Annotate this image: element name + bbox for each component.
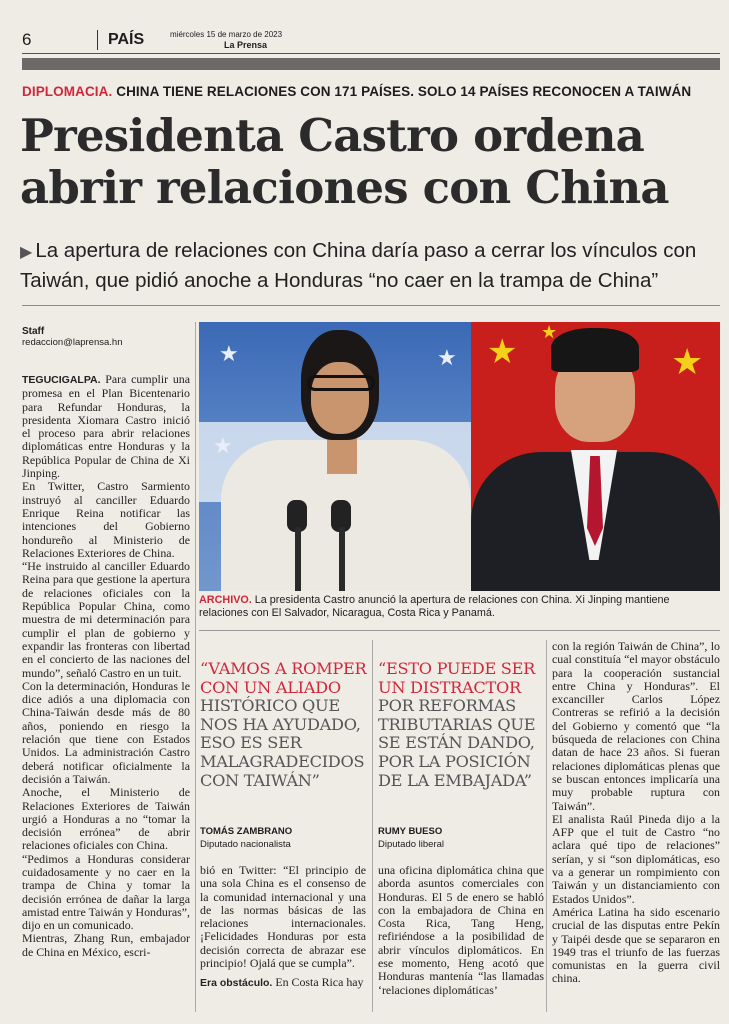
paragraph: En Twitter, Castro Sarmiento instruyó al canciller Eduardo Enrique Reina notificar las intenciones del Gobierno hondureño al Ministerio de Relaciones Exteriores de China.: [22, 479, 190, 560]
paragraph: [200, 976, 366, 990]
deck: [20, 237, 720, 295]
column-divider: [372, 640, 373, 1012]
quote-author-role: Diputado nacionalista: [200, 839, 291, 850]
publication-name: La Prensa: [224, 40, 268, 50]
paragraph: Anoche, el Ministerio de Relaciones Exteriores de Taiwán urgió a Honduras a no “tomar la decisión errónea” de abrir relaciones oficiales con China.: [22, 785, 190, 853]
header-bar: [22, 58, 720, 70]
quote-author-role: Diputado liberal: [378, 839, 445, 850]
section-name: PAÍS: [108, 31, 145, 48]
body-column-left: [22, 373, 190, 959]
china-flag-background: [471, 322, 720, 591]
page-header: [22, 28, 720, 54]
honduras-flag-background: [199, 322, 471, 591]
caption-text: La presidenta Castro anunció la apertura de relaciones con China. Xi Jinping mantiene relaciones con El Salvador, Nicaragua, Costa Rica y Panamá.: [199, 594, 670, 620]
column-divider: [195, 322, 196, 1012]
kicker: [22, 84, 691, 99]
castro-face: [311, 362, 369, 434]
divider: [199, 630, 720, 631]
news-photo: [199, 322, 720, 591]
paragraph-text: Para cumplir una promesa en el Plan Bicentenario para Refundar Honduras, la presidenta Xiomara Castro inició el proceso para abrir relaciones diplomáticas entre Honduras y la República Popular de China de Xi Jinping.: [22, 372, 190, 481]
mic-stand: [339, 527, 345, 591]
page-number: 6: [22, 30, 32, 49]
paragraph: bió en Twitter: “El principio de una sola China es el consenso de la comunidad internacional y una de las normas básicas de las relaciones internacionales. ¡Felicidades Honduras por esta decisión correcta de abrazar ese principio! Ojalá que se cumpla”.: [200, 863, 366, 971]
kicker-label: DIPLOMACIA.: [22, 84, 113, 99]
byline-name: Staff: [22, 326, 45, 337]
headline-line-1: Presidenta Castro ordena: [20, 109, 645, 162]
body-column-mid-2: [378, 864, 544, 997]
triangle-bullet-icon: ▶: [20, 244, 33, 261]
body-column-right: [552, 640, 720, 986]
paragraph: una oficina diplomática china que aborda asuntos comerciales con Honduras. El 5 de enero se habló con la embajadora de China en Costa Rica, Tang Heng, refiriéndose a la posibilidad de abrir vínculos diplomáticos. En ese momento, Heng acotó que Honduras mantenía “las llamadas ‘relaciones diplomáticas’: [378, 863, 544, 997]
byline: [22, 326, 122, 348]
star-icon: ★: [671, 342, 704, 383]
issue-date: miércoles 15 de marzo de 2023: [170, 30, 283, 39]
paragraph: El analista Raúl Pineda dijo a la AFP que el tuit de Castro “no aclara qué tipo de relaciones” serían, y si “son diplomáticas, eso va a generar un rompimiento con Taiwán y un distanciamiento con Estados Unidos”.: [552, 811, 720, 906]
deck-text: La apertura de relaciones con China daría paso a cerrar los vínculos con Taiwán, que pidió anoche a Honduras “no caer en la trampa de China”: [20, 239, 697, 292]
photo-caption: [199, 594, 721, 620]
quote-author: RUMY BUESO: [378, 826, 443, 837]
pull-quote-1: [200, 660, 370, 790]
paragraph: “Pedimos a Honduras considerar cuidadosamente y no caer en la trampa de China y tomar la decisión errónea de dañar la larga amistad entre Taiwán y Honduras”, dijo en un comunicado.: [22, 851, 190, 933]
star-icon: ★: [437, 346, 457, 371]
paragraph: [22, 373, 190, 480]
headline: [20, 110, 720, 214]
star-icon: ★: [213, 434, 233, 459]
paragraph: América Latina ha sido escenario crucial de las disputas entre Pekín y Taipéi desde que se separaron en 1949 tras el triunfo de las fuerzas comunistas en la guerra civil china.: [552, 904, 720, 986]
star-icon: ★: [541, 322, 558, 343]
subhead: Era obstáculo.: [200, 977, 273, 990]
quote-highlight: “VAMOS A ROMPER CON UN ALIADO: [200, 659, 367, 697]
dateline: TEGUCIGALPA.: [22, 374, 101, 386]
glasses: [307, 375, 375, 391]
header-divider: [97, 30, 98, 50]
paragraph: con la región Taiwán de China”, lo cual constituía “el mayor obstáculo para la cooperación sustancial entre China y Honduras”. El excanciller Carlos López Contreras se refirió a la decisión del Gobierno y comentó que “la búsqueda de relaciones con China datan de hace 23 años. Si fueran relaciones diplomáticas plenas que se buscan entonces implicaría una muy probable ruptura con Taiwán”.: [552, 639, 720, 813]
divider: [22, 305, 720, 306]
body-column-mid-1: [200, 864, 366, 991]
castro-neck: [327, 434, 357, 474]
column-divider: [546, 640, 547, 1012]
quote-highlight: “ESTO PUEDE SER UN DISTRACTOR: [378, 659, 535, 697]
quote-text: POR REFORMAS TRIBUTARIAS QUE SE ESTÁN DANDO, POR LA POSICIÓN DE LA EMBAJADA”: [378, 696, 536, 790]
paragraph-text: En Costa Rica hay: [272, 975, 364, 990]
quote-text: HISTÓRICO QUE NOS HA AYUDADO, ESO ES SER MALAGRADECIDOS CON TAIWÁN”: [200, 696, 365, 790]
xi-hair: [551, 328, 639, 372]
kicker-text: CHINA TIENE RELACIONES CON 171 PAÍSES. SOLO 14 PAÍSES RECONOCEN A TAIWÁN: [116, 84, 692, 99]
caption-label: ARCHIVO.: [199, 594, 252, 606]
mic-stand: [295, 527, 301, 591]
paragraph: Con la determinación, Honduras le dice adiós a una diplomacia con China-Taiwán desde más de 80 años, poniendo en riesgo la relación que tiene con Estados Unidos. La administración Castro deberá notificar oficialmente la decisión a Taiwán.: [22, 678, 190, 786]
pull-quote-2: [378, 660, 548, 790]
quote-author: TOMÁS ZAMBRANO: [200, 826, 293, 837]
headline-line-2: abrir relaciones con China: [20, 161, 669, 214]
byline-email: redaccion@laprensa.hn: [22, 337, 123, 348]
star-icon: ★: [219, 342, 239, 367]
paragraph: Mientras, Zhang Run, embajador de China en México, escri-: [22, 931, 190, 959]
star-icon: ★: [487, 332, 518, 372]
paragraph: “He instruido al canciller Eduardo Reina para que gestione la apertura de relaciones oficiales con la República Popular China, como muestra de mi determinación para cumplir el plan de gobierno y expandir las fronteras con libertad en el concierto de las naciones del mundo”, señaló Castro en un tuit.: [22, 559, 190, 680]
